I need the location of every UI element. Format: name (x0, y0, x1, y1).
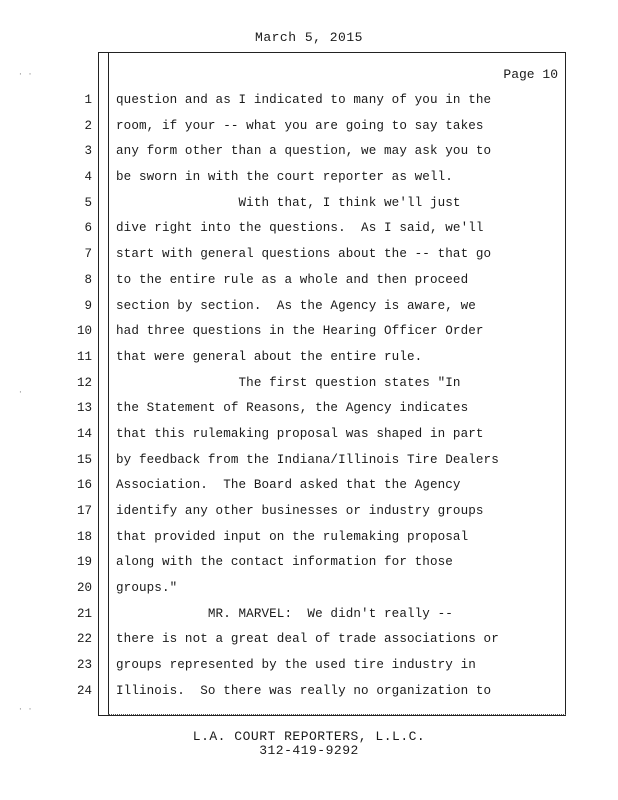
transcript-line: there is not a great deal of trade associations or (116, 632, 499, 647)
transcript-line: that provided input on the rulemaking proposal (116, 529, 469, 544)
reporter-company: L.A. COURT REPORTERS, L.L.C. (192, 729, 426, 744)
line-number: 21 (76, 606, 92, 621)
line-number: 8 (84, 272, 92, 287)
transcript-line: any form other than a question, we may ask you to (116, 144, 492, 159)
line-number: 6 (84, 221, 92, 236)
line-number: 1 (84, 93, 92, 107)
transcript-date: March 5, 2015 (255, 30, 363, 45)
transcript-line: that were general about the entire rule. (116, 349, 423, 364)
line-number: 11 (76, 349, 92, 364)
line-number: 13 (76, 401, 92, 416)
transcript-line: With that, I think we'll just (116, 195, 461, 210)
scan-mark: · · (18, 705, 33, 714)
line-number: 12 (76, 375, 92, 390)
transcript-line: along with the contact information for those (116, 555, 453, 570)
transcript-line: question and as I indicated to many of you in the (116, 93, 492, 107)
transcript-line: The first question states "In (116, 375, 461, 390)
reporter-phone: 312-419-9292 (259, 743, 359, 758)
line-number: 22 (76, 632, 92, 647)
line-number: 10 (76, 324, 92, 339)
transcript-line: groups represented by the used tire industry in (116, 658, 476, 673)
line-number: 17 (76, 504, 92, 518)
transcript-line: start with general questions about the -- that go (116, 247, 492, 262)
transcript-line: dive right into the questions. As I said, we'll (116, 221, 484, 236)
transcript-line: MR. MARVEL: We didn't really -- (116, 606, 453, 621)
footer (0, 730, 618, 758)
transcript-line: be sworn in with the court reporter as well. (116, 170, 453, 185)
transcript-line: to the entire rule as a whole and then proceed (116, 272, 469, 287)
transcript-line: had three questions in the Hearing Officer Order (116, 324, 484, 339)
line-number: 4 (84, 170, 92, 185)
line-number: 16 (76, 478, 92, 493)
scan-mark: · (18, 388, 23, 397)
line-number: 5 (84, 195, 92, 210)
line-number: 24 (76, 683, 92, 698)
transcript-line: by feedback from the Indiana/Illinois Tire Dealers (116, 452, 499, 467)
transcript-line: groups." (116, 581, 178, 596)
transcript-line: Association. The Board asked that the Agency (116, 478, 461, 493)
line-number: 7 (84, 247, 92, 262)
scan-mark: · · (18, 70, 33, 79)
transcript-body (116, 88, 556, 705)
line-number-column (62, 88, 92, 705)
transcript-line: room, if your -- what you are going to say takes (116, 118, 484, 133)
transcript-line: that this rulemaking proposal was shaped in part (116, 426, 484, 441)
line-number: 18 (76, 529, 92, 544)
bottom-rule (108, 714, 566, 717)
transcript-line: section by section. As the Agency is aware, we (116, 298, 476, 313)
line-number: 23 (76, 658, 92, 673)
transcript-line: the Statement of Reasons, the Agency indicates (116, 401, 469, 416)
margin-rule (108, 52, 109, 716)
line-number: 2 (84, 118, 92, 133)
line-number: 19 (76, 555, 92, 570)
transcript-line: identify any other businesses or industry groups (116, 504, 484, 518)
line-number: 14 (76, 426, 92, 441)
line-number: 20 (76, 581, 92, 596)
page-number: Page 10 (503, 67, 558, 82)
line-number: 3 (84, 144, 92, 159)
transcript-line: Illinois. So there was really no organization to (116, 683, 492, 698)
line-number: 15 (76, 452, 92, 467)
line-number: 9 (84, 298, 92, 313)
